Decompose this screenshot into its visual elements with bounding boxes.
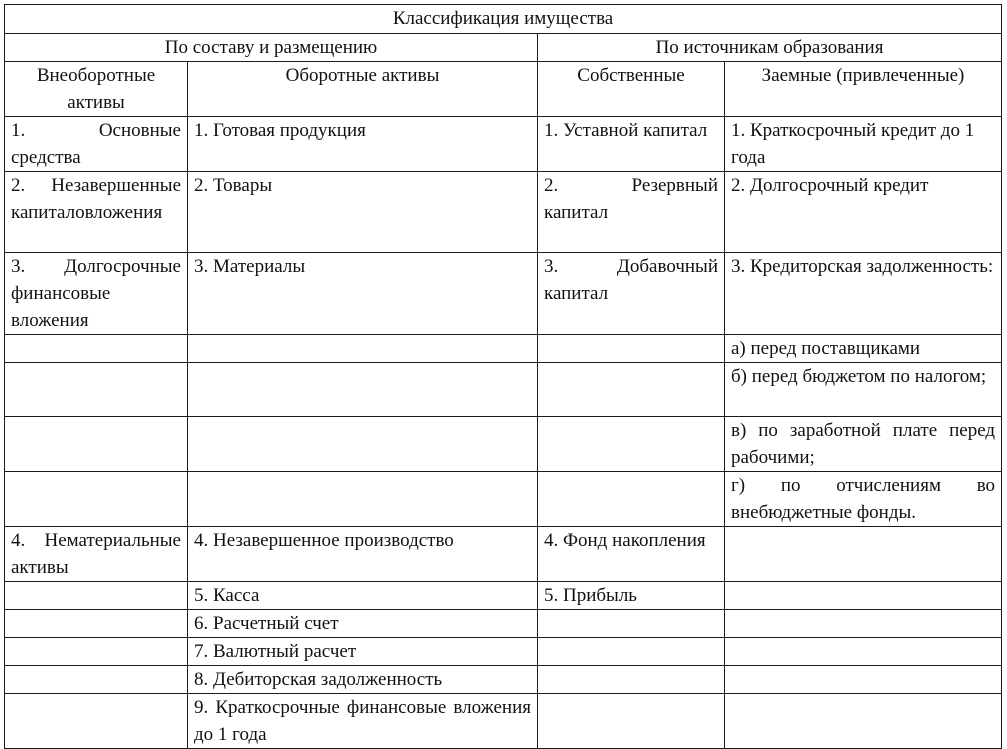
table-cell xyxy=(5,610,188,638)
table-cell: 3. Добавочный капитал xyxy=(538,253,725,335)
table-cell: а) перед поставщиками xyxy=(725,335,1002,363)
table-cell: 2. Резервный капитал xyxy=(538,172,725,253)
table-cell: 5. Касса xyxy=(188,582,538,610)
table-cell: 8. Дебиторская задолженность xyxy=(188,666,538,694)
table-cell xyxy=(725,527,1002,582)
table-cell: 2. Незавершенные капиталовложения xyxy=(5,172,188,253)
group-sources: По источникам образования xyxy=(538,34,1002,62)
table-cell xyxy=(725,666,1002,694)
table-row xyxy=(5,582,1002,610)
table-cell xyxy=(725,610,1002,638)
table-cell xyxy=(538,694,725,749)
table-cell: 3. Материалы xyxy=(188,253,538,335)
table-cell xyxy=(538,335,725,363)
table-cell xyxy=(538,638,725,666)
table-cell xyxy=(5,335,188,363)
table-cell: 7. Валютный расчет xyxy=(188,638,538,666)
table-row xyxy=(5,472,1002,527)
table-cell: 5. Прибыль xyxy=(538,582,725,610)
table-row xyxy=(5,694,1002,749)
table-cell xyxy=(188,472,538,527)
table-cell: 3. Кредиторская задолженность: xyxy=(725,253,1002,335)
table-cell xyxy=(5,417,188,472)
table-row xyxy=(5,253,1002,335)
table-cell xyxy=(538,472,725,527)
table-row xyxy=(5,417,1002,472)
table-cell xyxy=(538,363,725,417)
table-cell xyxy=(5,472,188,527)
table-row xyxy=(5,363,1002,417)
col-current: Оборотные активы xyxy=(188,62,538,117)
col-noncurrent: Внеоборотные активы xyxy=(5,62,188,117)
table-cell: 9. Краткосрочные финансовые вложения до 1 года xyxy=(188,694,538,749)
table-cell xyxy=(725,694,1002,749)
table-cell: в) по заработной плате перед рабочими; xyxy=(725,417,1002,472)
table-cell: г) по отчислениям во внебюджетные фонды. xyxy=(725,472,1002,527)
table-cell xyxy=(725,582,1002,610)
table-row xyxy=(5,172,1002,253)
title-row xyxy=(5,5,1002,34)
table-cell xyxy=(188,335,538,363)
table-row xyxy=(5,527,1002,582)
table-cell xyxy=(725,638,1002,666)
table-cell: 4. Незавершенное производство xyxy=(188,527,538,582)
property-classification-table xyxy=(4,4,1002,749)
table-cell: 1. Краткосрочный кредит до 1 года xyxy=(725,117,1002,172)
table-cell xyxy=(5,582,188,610)
table-cell: 1. Готовая продукция xyxy=(188,117,538,172)
table-cell xyxy=(5,694,188,749)
table-row xyxy=(5,335,1002,363)
table-title: Классификация имущества xyxy=(5,5,1002,34)
group-composition: По составу и размещению xyxy=(5,34,538,62)
group-row xyxy=(5,34,1002,62)
col-own: Собственные xyxy=(538,62,725,117)
table-cell xyxy=(5,363,188,417)
table-row xyxy=(5,638,1002,666)
table-cell: 1. Основные средства xyxy=(5,117,188,172)
table-cell xyxy=(188,363,538,417)
table-cell xyxy=(188,417,538,472)
table-cell xyxy=(538,666,725,694)
column-header-row xyxy=(5,62,1002,117)
table-cell xyxy=(5,666,188,694)
col-borrowed: Заемные (привлеченные) xyxy=(725,62,1002,117)
table-cell: 2. Товары xyxy=(188,172,538,253)
table-cell xyxy=(538,417,725,472)
table-cell xyxy=(5,638,188,666)
table-cell: 4. Нематериальные активы xyxy=(5,527,188,582)
table-cell: б) перед бюджетом по налогом; xyxy=(725,363,1002,417)
table-cell xyxy=(538,610,725,638)
table-cell: 3. Долгосрочные финансовые вложения xyxy=(5,253,188,335)
table-cell: 1. Уставной капитал xyxy=(538,117,725,172)
table-row xyxy=(5,666,1002,694)
table-row xyxy=(5,117,1002,172)
table-row xyxy=(5,610,1002,638)
table-cell: 6. Расчетный счет xyxy=(188,610,538,638)
table-cell: 2. Долгосрочный кредит xyxy=(725,172,1002,253)
table-cell: 4. Фонд накопления xyxy=(538,527,725,582)
